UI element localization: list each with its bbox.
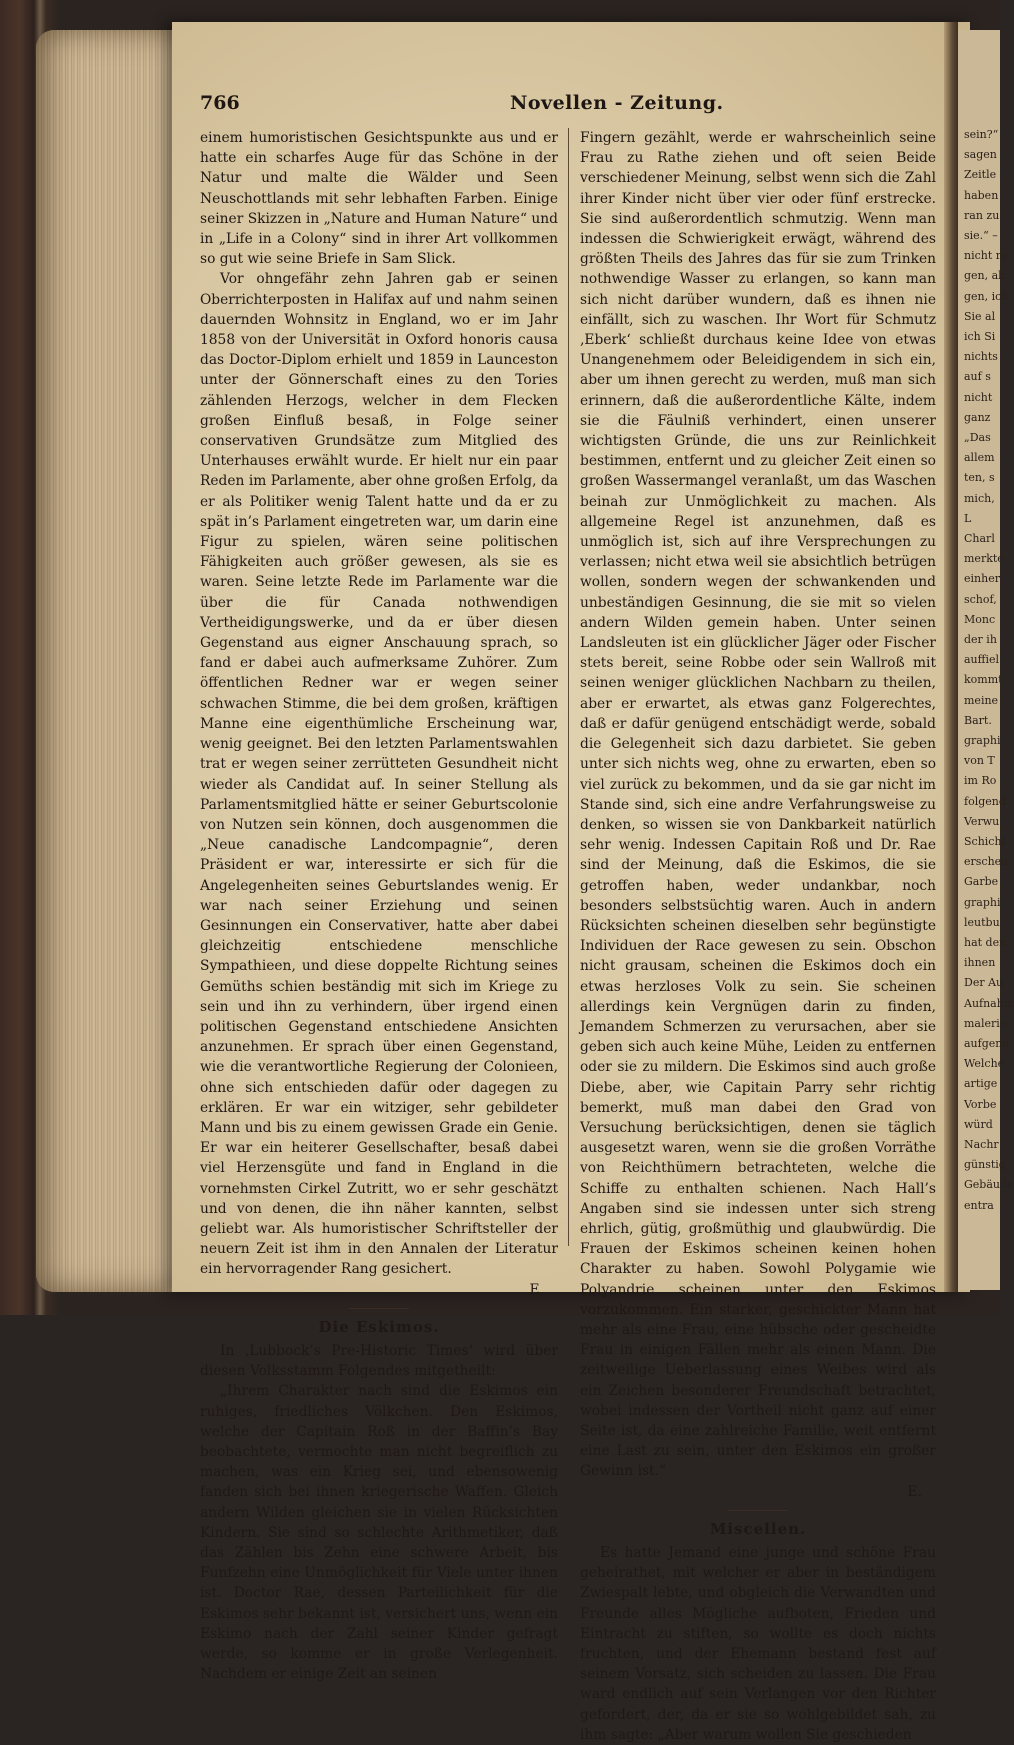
facing-page-fragment: im Ro	[964, 774, 997, 788]
paragraph: „Ihrem Charakter nach sind die Eskimos ein ruhiges, friedliches Völkchen. Den Eskimos, welche der Capitain Roß in der Baffin’s Bay beobachtete, vermochte man nicht begreiflich zu machen, was ein Krieg sei, und ebensowenig fanden sich bei ihnen kriegerische Waffen. Gleich andern Wilden gleichen sie in vielen Rücksichten Kindern. Sie sind so schlechte Arithmetiker, daß das Zählen bis Zehn eine schwere Arbeit, bis Funfzehn eine Unmöglichkeit für Viele unter ihnen ist. Doctor Rae, dessen Parteilichkeit für die Eskimos sehr bekannt ist, versichert uns, wenn ein Eskimo nach der Zahl seiner Kinder gefragt werde, so komme er in große Verlegenheit. Nachdem er einige Zeit an seinen	[200, 1383, 558, 1683]
facing-page-fragment: auffiel	[964, 653, 1000, 667]
paragraph: Vor ohngefähr zehn Jahren gab er seinen Oberrichterposten in Halifax auf und nahm seinen dauernden Wohnsitz in England, wo er im Jahr 1858 von der Universität in Oxford honoris causa das Doctor-Diplom erhielt und 1859 in Launceston unter der Gönnerschaft eines zu den Tories zählenden Herzogs, welcher in dem Flecken großen Einfluß besaß, in Folge seiner conservativen Grundsätze zum Mitglied des Unterhauses erwählt wurde. Er hielt nur ein paar Reden im Parlamente, aber ohne großen Erfolg, da er als Politiker wenig Talent hatte und da er zu spät in’s Parlament eingetreten war, um darin eine Figur zu spielen, wären seine politischen Fähigkeiten auch größer gewesen, als sie es waren. Seine letzte Rede im Parlamente war die über die für Canada nothwendigen Vertheidigungswerke, und da er über diesen Gegenstand aus eigner Anschauung sprach, so fand er dabei auch aufmerksame Zuhörer. Zum öffentlichen Redner war er wegen seiner schwachen Stimme, die bei dem großen, kräftigen Manne eine eigenthümliche Erscheinung war, wenig geeignet. Bei den letzten Parlamentswahlen trat er wegen seiner zerrütteten Gesundheit nicht wieder als Candidat auf. In seiner Stellung als Parlamentsmitglied hätte er seiner Geburtscolonie von Nutzen sein können, doch ausgenommen die „Neue canadische Landcompagnie“, deren Präsident er war, interessirte er sich für die Angelegenheiten seines Geburtslandes wenig. Er war nach seiner Erziehung und seinen Gesinnungen ein Conservativer, hatte aber dabei gleichzeitig entschiedene menschliche Sympathieen, und diese doppelte Richtung seines Gemüths schien beständig mit sich im Kriege zu sein und ihn zu verhindern, über irgend einen politischen Gegenstand entschiedene Ansichten anzunehmen. Er sprach über einen Gegenstand, wie die verantwortliche Regierung der Colonieen, ohne sich entschieden dafür oder dagegen zu erklären. Er war ein witziger, sehr gebildeter Mann und bis zu einem gewissen Grade ein Genie. Er war ein heiterer Gesellschafter, besaß dabei viel Herzensgüte und fand in England in die vornehmsten Cirkel Zutritt, wo er sehr geschätzt und von denen, die ihn näher kannten, selbst geliebt war. Als humoristischer Schriftsteller der neuern Zeit ist ihm in den Annalen der Literatur ein hervorragender Rang gesichert.	[200, 271, 558, 1278]
facing-page-fragment: schof,	[964, 592, 997, 606]
column-divider	[568, 128, 569, 1246]
facing-page-fragment: mich,	[964, 491, 995, 505]
facing-page-fragment: leutbu	[964, 915, 1000, 929]
facing-page-fragment: graphi	[964, 734, 1001, 747]
author-signature: E.	[907, 1483, 922, 1500]
book-gutter	[944, 22, 958, 1292]
facing-page-fragment: „Das	[964, 431, 991, 444]
facing-page-fragment: Nachr	[964, 1138, 999, 1151]
facing-page-fragment: Vorbe	[964, 1097, 997, 1111]
facing-page-fragment: nicht re	[964, 249, 1008, 263]
facing-page-fragment: Schicht	[964, 835, 1006, 848]
facing-page-fragment: malerisc	[964, 1016, 1012, 1030]
facing-page-fragment: erscheu	[964, 855, 1009, 869]
section-rule	[349, 1308, 409, 1309]
facing-page-fragment: Verwu	[964, 814, 1000, 828]
facing-page-fragment: meine	[964, 693, 999, 707]
paragraph: einem humoristischen Gesichtspunkte aus und er hatte ein scharfes Auge für das Schöne in der Natur und malte die Wälder und Seen Neuschottlands mit sehr lebhaften Farben. Einige seiner Skizzen in „Nature and Human Nature“ und in „Life in a Colony“ sind in ihrer Art vollkommen so gut wie seine Briefe in Sam Slick.	[200, 130, 558, 268]
facing-page-fragment: ganz	[964, 410, 991, 424]
facing-page-fragment: kommt	[964, 673, 1003, 687]
facing-page-fragment: ten, s	[964, 471, 995, 485]
facing-page-fragment: allem	[964, 451, 995, 465]
facing-page-fragment: auf s	[964, 370, 991, 384]
facing-page-fragment: einher	[964, 572, 1000, 586]
facing-page-fragment: Garbe	[964, 875, 999, 889]
facing-page-fragment: haben	[964, 188, 999, 202]
journal-title: Novellen - Zeitung.	[510, 92, 724, 114]
facing-page-fragment: der ih	[964, 633, 997, 646]
right-column	[580, 128, 936, 1745]
facing-page-fragment: gen, ich	[964, 289, 1009, 303]
facing-page-fragment: graphi	[964, 895, 1001, 909]
paragraph: In ‚Lubbock’s Pre-Historic Times‘ wird über diesen Volksstamm Folgendes mitgetheilt:	[200, 1342, 558, 1380]
facing-page-fragment: nicht	[964, 390, 993, 404]
facing-page-fragment: folgend	[964, 794, 1006, 808]
facing-page-fragment: ich Si	[964, 330, 996, 343]
facing-page-fragment: Zeitle	[964, 168, 997, 182]
facing-page-fragment: Bart.	[964, 713, 992, 727]
facing-page-fragment: L	[964, 511, 972, 525]
article-heading: Die Eskimos.	[318, 1317, 440, 1336]
facing-page-fragment: sagen	[964, 148, 997, 162]
section-heading: Miscellen.	[709, 1519, 807, 1538]
facing-page-fragment: aufgene	[964, 1037, 1009, 1050]
facing-page-fragment: hat den	[964, 936, 1007, 949]
facing-page-fragment: würd	[964, 1117, 993, 1131]
page-number: 766	[200, 92, 240, 114]
facing-page-fragment: Aufnahm	[964, 996, 1014, 1010]
facing-page-edge	[958, 30, 1014, 1290]
page-header	[198, 92, 932, 122]
facing-page-fragment: artige	[964, 1077, 998, 1091]
facing-page-fragment: nichts	[964, 350, 998, 364]
author-signature: E.	[529, 1281, 544, 1298]
facing-page-fragment: Sie al	[964, 309, 996, 323]
facing-page-fragment: gen, ab	[964, 269, 1006, 283]
facing-page-fragment: ran zu	[964, 208, 1000, 222]
facing-page-fragment: sie.“ –	[964, 229, 998, 242]
facing-page-fragment: ihnen	[964, 956, 996, 970]
facing-page-fragment: Welche	[964, 1057, 1005, 1071]
paragraph: Es hatte Jemand eine junge und schöne Frau geheirathet, mit welcher er aber in beständigem Zwiespalt lebte, und obgleich die Verwandten und Freunde alles Mögliche aufboten, Frieden und Eintracht zu stiften, so wollte es doch nichts fruchten, und der Ehemann bestand fest auf seinem Vorsatz, sich scheiden zu lassen. Die Frau ward endlich auf sein Verlangen vor den Richter gefordert, der, da er sie so wohlgebildet sah, zu ihm sagte: „Aber warum wollen Sie geschieden	[580, 1545, 936, 1743]
facing-page-fragment: merkte	[964, 552, 1004, 566]
facing-page-fragment: Der Au	[964, 976, 1004, 990]
facing-page-fragment: entra	[964, 1198, 994, 1212]
facing-page-fragment: Gebäude	[964, 1178, 1014, 1192]
facing-page-fragment: günstig	[964, 1158, 1006, 1172]
left-column	[200, 128, 558, 1684]
paragraph: Fingern gezählt, werde er wahrscheinlich seine Frau zu Rathe ziehen und oft seien Beide verschiedener Meinung, selbst wenn sich die Zahl ihrer Kinder nicht über vier oder fünf erstrecke. Sie sind außerordentlich schmutzig. Wenn man indessen die Schwierigkeit erwägt, während des größten Theils des Jahres das für sie zum Trinken nothwendige Wasser zu erlangen, so kann man sich nicht darüber wundern, daß es ihnen nie einfällt, sich zu waschen. Ihr Wort für Schmutz ‚Eberk‘ schließt durchaus keine Idee von etwas Unangenehmem oder Beleidigendem in sich ein, aber um ihnen gerecht zu werden, muß man sich erinnern, daß die außerordentliche Kälte, indem sie die Fäulniß verhindert, einen unserer wichtigsten Gründe, die uns zur Reinlichkeit bestimmen, entfernt und zu gleicher Zeit einen so großen Wassermangel veranlaßt, um das Waschen beinah zur Unmöglichkeit zu machen. Als allgemeine Regel ist anzunehmen, daß es unmöglich ist, sich auf ihre Versprechungen zu verlassen; nicht etwa weil sie absichtlich betrügen wollen, sondern wegen der schwankenden und unbeständigen Gesinnung, die sie mit so vielen andern Wilden gemein haben. Unter seinen Landsleuten ist ein glücklicher Jäger oder Fischer stets bereit, seine Robbe oder sein Wallroß mit seinen weniger glücklichen Nachbarn zu theilen, aber er erwartet, als etwas ganz Folgerechtes, daß er dafür genügend entschädigt werde, sobald die Gelegenheit sich dazu darbietet. Sie geben unter sich nichts weg, ohne zu erwarten, eben so viel zurück zu bekommen, und da sie gar nicht im Stande sind, sich eine andre Verfahrungsweise zu denken, so wissen sie von Dankbarkeit natürlich sehr wenig. Indessen Capitain Roß und Dr. Rae sind der Meinung, daß die Eskimos, die sie getroffen haben, weder undankbar, noch besonders selbstsüchtig waren. Auch in andern Rücksichten scheinen dieselben sehr begünstigte Individuen der Race gewesen zu sein. Obschon nicht grausam, scheinen die Eskimos doch ein etwas herzloses Volk zu sein. Sie scheinen allerdings kein Vergnügen darin zu finden, Jemandem Schmerzen zu verursachen, aber sie geben sich auch keine Mühe, Leiden zu entfernen oder sie zu mildern. Die Eskimos sind auch große Diebe, aber, wie Capitain Parry sehr richtig bemerkt, muß man dabei den Grad von Versuchung berücksichtigen, denen sie täglich ausgesetzt waren, wenn sie die großen Vorräthe von Reichthümern betrachteten, welche die Schiffe zu enthalten schienen. Nach Hall’s Angaben sind sie indessen unter sich streng ehrlich, gütig, großmüthig und glaubwürdig. Die Frauen der Eskimos scheinen keinen hohen Charakter zu haben. Sowohl Polygamie wie Polyandrie scheinen unter den Eskimos vorzukommen. Ein starker, geschickter Mann hat mehr als eine Frau, eine hübsche oder gescheidte Frau in einigen Fällen mehr als einen Mann. Die zeitweilige Ueberlassung eines Weibes wird als ein Zeichen besonderer Freundschaft betrachtet, wobei indessen der Vortheil nicht ganz auf einer Seite ist, da eine zahlreiche Familie, weit entfernt eine Last zu sein, unter den Eskimos ein großer Gewinn ist.“	[580, 130, 936, 1480]
facing-page-fragment: von T	[964, 754, 995, 768]
facing-page-fragment: Charl	[964, 532, 995, 545]
facing-page-fragment: sein?“	[964, 128, 999, 141]
facing-page-fragment: Monc	[964, 612, 996, 626]
section-rule	[728, 1510, 788, 1511]
